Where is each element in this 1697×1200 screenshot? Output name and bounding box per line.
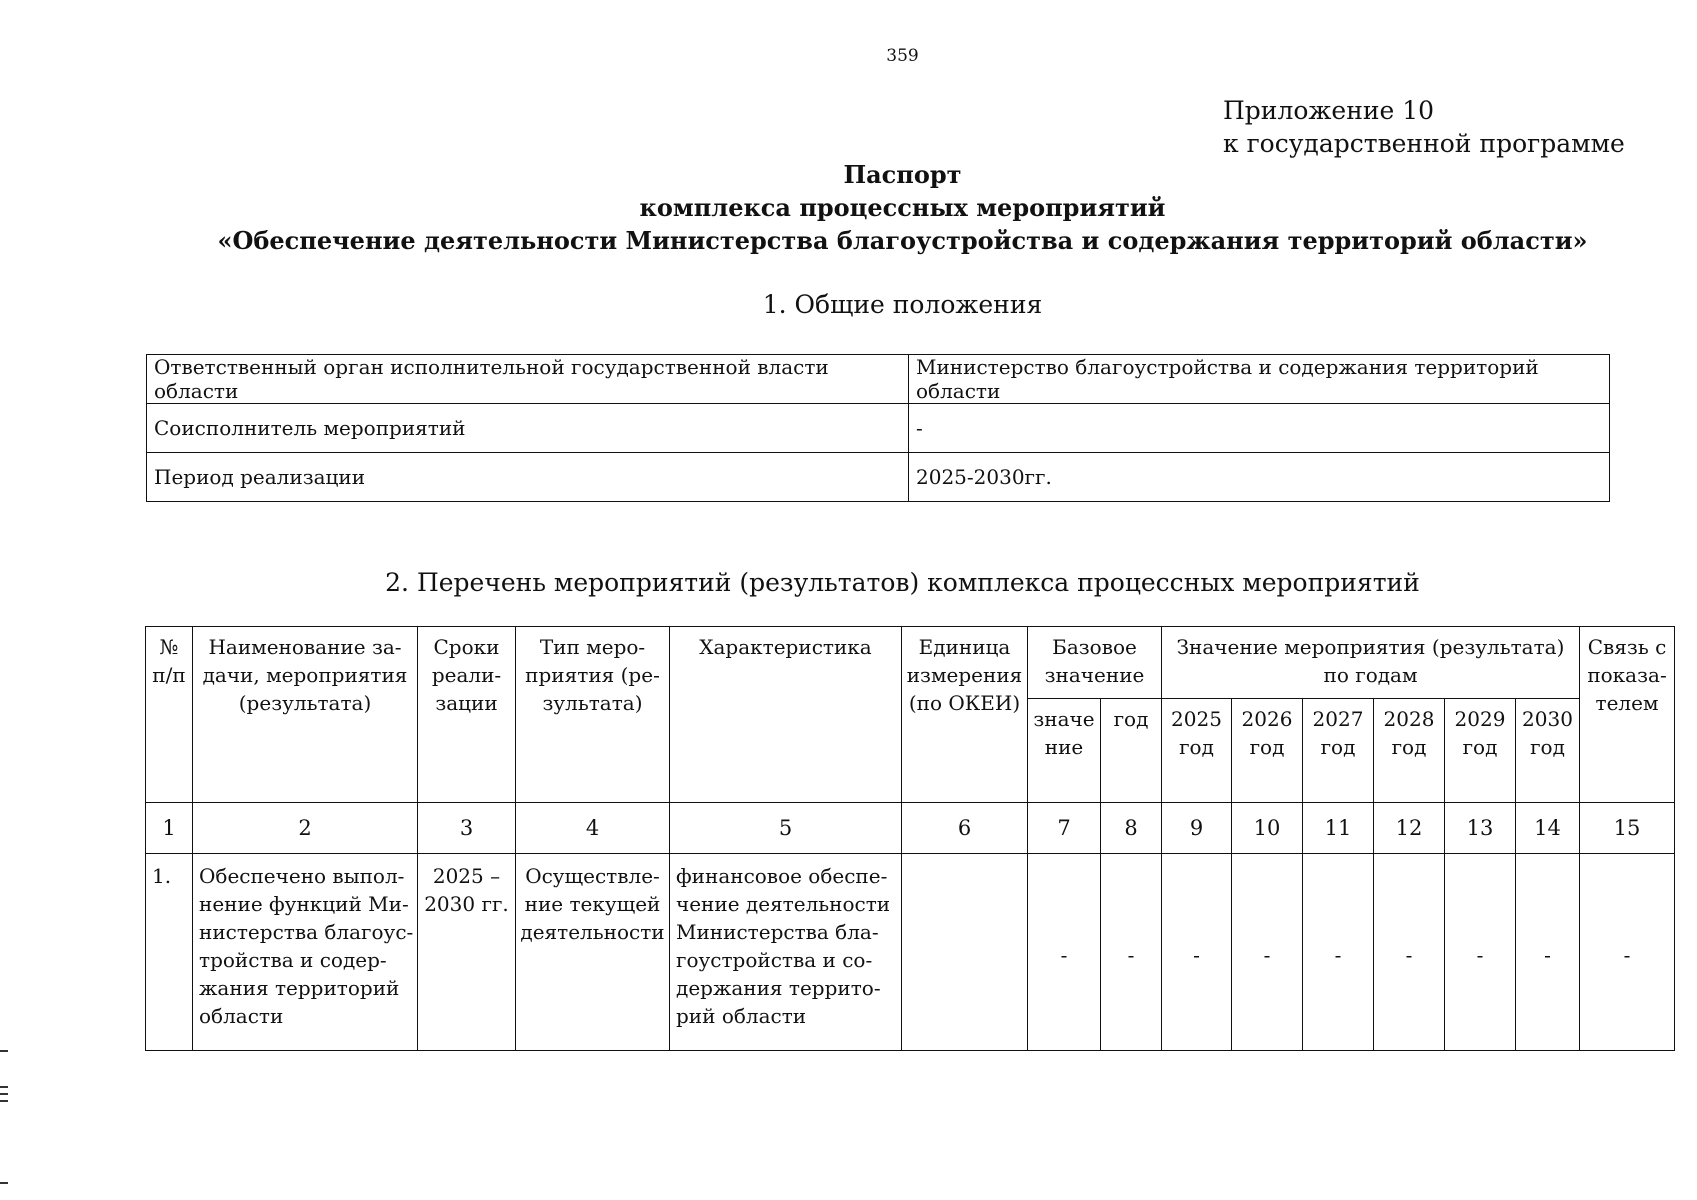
margin-mark — [0, 1100, 8, 1102]
column-number: 13 — [1445, 803, 1516, 854]
row-type: Осуществле-ние текущей деятельности — [516, 854, 670, 1051]
header-year-2030: 2030 год — [1516, 699, 1580, 803]
section2-heading: 2. Перечень мероприятий (результатов) комплекса процессных мероприятий — [385, 568, 1420, 597]
column-number: 15 — [1580, 803, 1675, 854]
margin-mark — [0, 1050, 8, 1052]
column-number: 9 — [1162, 803, 1232, 854]
margin-mark — [0, 1086, 8, 1088]
header-name: Наименование за-дачи, мероприятия (результата) — [193, 627, 418, 803]
column-number: 11 — [1303, 803, 1374, 854]
row-value-2025: - — [1162, 854, 1232, 1051]
measures-table — [145, 626, 1675, 1051]
row-unit — [902, 854, 1028, 1051]
general-value: Министерство благоустройства и содержания территорий области — [909, 355, 1610, 404]
header-unit: Единица измерения (по ОКЕИ) — [902, 627, 1028, 803]
row-characteristic: финансовое обеспе-чение деятельности Министерства бла-гоустройства и со-держания террито-рий области — [670, 854, 902, 1051]
header-year-2027: 2027 год — [1303, 699, 1374, 803]
header-base-value: значе ние — [1028, 699, 1101, 803]
header-terms: Сроки реали-зации — [418, 627, 516, 803]
header-year-2025: 2025 год — [1162, 699, 1232, 803]
margin-mark — [0, 1182, 8, 1184]
header-year-2028: 2028 год — [1374, 699, 1445, 803]
row-value-2028: - — [1374, 854, 1445, 1051]
title-line-3: «Обеспечение деятельности Министерства благоустройства и содержания территорий области» — [217, 226, 1588, 255]
header-type: Тип меро-приятия (ре-зультата) — [516, 627, 670, 803]
general-value: 2025-2030гг. — [909, 453, 1610, 502]
header-num: № п/п — [146, 627, 193, 803]
general-label: Период реализации — [147, 453, 909, 502]
column-number: 3 — [418, 803, 516, 854]
header-values-by-year: Значение мероприятия (результата) по годам — [1162, 627, 1580, 699]
general-label: Ответственный орган исполнительной государственной власти области — [147, 355, 909, 404]
column-number: 7 — [1028, 803, 1101, 854]
header-base-year: год — [1101, 699, 1162, 803]
header-row-1 — [146, 627, 1675, 699]
general-provisions-table — [146, 354, 1610, 502]
table-row — [147, 453, 1610, 502]
document-title — [0, 158, 1697, 257]
row-value-2027: - — [1303, 854, 1374, 1051]
column-number: 4 — [516, 803, 670, 854]
header-characteristic: Характеристика — [670, 627, 902, 803]
title-line-2: комплекса процессных мероприятий — [639, 193, 1166, 222]
column-number: 12 — [1374, 803, 1445, 854]
column-number: 1 — [146, 803, 193, 854]
header-link: Связь с показа-телем — [1580, 627, 1675, 803]
page-number: 359 — [886, 46, 919, 66]
column-number: 6 — [902, 803, 1028, 854]
section1-heading: 1. Общие положения — [762, 290, 1043, 319]
table-row — [146, 854, 1675, 1051]
general-label: Соисполнитель мероприятий — [147, 404, 909, 453]
appendix-line-1: Приложение 10 — [1223, 96, 1435, 125]
row-base-year: - — [1101, 854, 1162, 1051]
column-number: 14 — [1516, 803, 1580, 854]
appendix-note — [1223, 94, 1625, 160]
row-base-value: - — [1028, 854, 1101, 1051]
row-link: - — [1580, 854, 1675, 1051]
row-value-2030: - — [1516, 854, 1580, 1051]
general-value: - — [909, 404, 1610, 453]
column-number: 8 — [1101, 803, 1162, 854]
column-number: 10 — [1232, 803, 1303, 854]
row-terms: 2025 – 2030 гг. — [418, 854, 516, 1051]
margin-mark — [0, 1093, 8, 1095]
header-year-2026: 2026 год — [1232, 699, 1303, 803]
header-base: Базовое значение — [1028, 627, 1162, 699]
column-number: 2 — [193, 803, 418, 854]
row-num: 1. — [146, 854, 193, 1051]
appendix-line-2: к государственной программе — [1223, 129, 1625, 158]
table-row — [147, 404, 1610, 453]
table-row — [147, 355, 1610, 404]
row-name: Обеспечено выпол-нение функций Ми-нистерства благоус-тройства и содер-жания территорий области — [193, 854, 418, 1051]
column-number: 5 — [670, 803, 902, 854]
column-number-row — [146, 803, 1675, 854]
row-value-2029: - — [1445, 854, 1516, 1051]
row-value-2026: - — [1232, 854, 1303, 1051]
header-year-2029: 2029 год — [1445, 699, 1516, 803]
title-line-1: Паспорт — [843, 160, 962, 189]
